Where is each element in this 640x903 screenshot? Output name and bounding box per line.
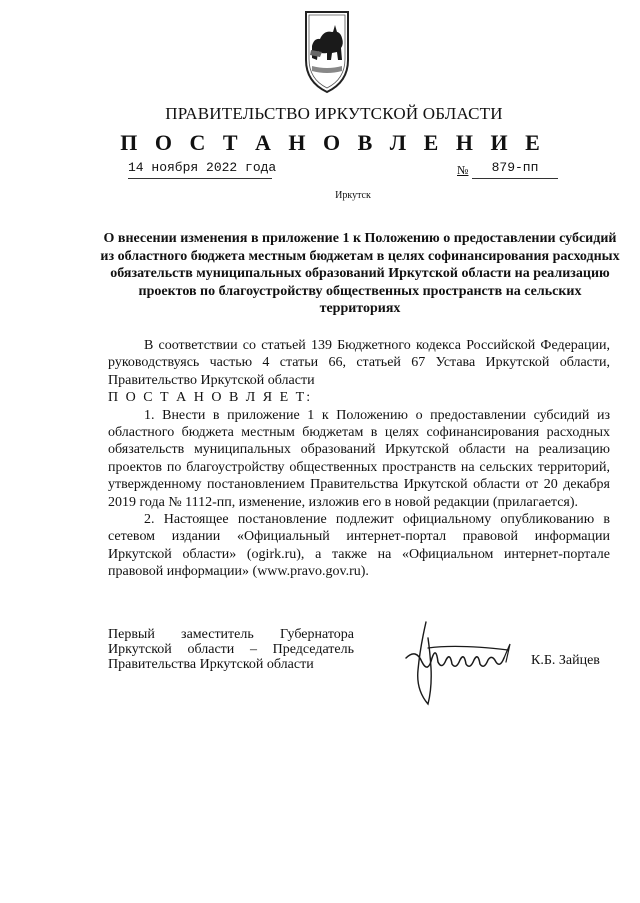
signer-title-line-1: Первый заместитель Губернатора — [108, 627, 354, 642]
signer-title — [108, 627, 354, 672]
item-2-paragraph: 2. Настоящее постановление подлежит официальному опубликованию в сетевом издании «Официальный интернет-портал правовой информации Иркутской области» (ogirk.ru), а также на «Официальном интернет-портале правовой информации» (www.pravo.gov.ru). — [108, 512, 610, 580]
intro-paragraph: В соответствии со статьей 139 Бюджетного кодекса Российской Федерации, руководствуясь частью 4 статьи 66, статьей 67 Устава Иркутской области, Правительство Иркутской области — [108, 338, 610, 388]
irkutsk-coat-of-arms-icon — [300, 8, 354, 94]
signer-title-line-2: Иркутской области – Председатель — [108, 642, 354, 657]
item-1-paragraph: 1. Внести в приложение 1 к Положению о предоставлении субсидий из областного бюджета местным бюджетам в целях софинансирования расходных обязательств муниципальных образований Иркутской области на реализацию проектов по благоустройству общественных пространств на сельских территорий, утвержденному постановлением Правительства Иркутской области от 20 декабря 2019 года № 1112-пп, изменение, изложив его в новой редакции (прилагается). — [108, 407, 610, 510]
government-title: ПРАВИТЕЛЬСТВО ИРКУТСКОЙ ОБЛАСТИ — [165, 104, 503, 123]
resolve-word: П О С Т А Н О В Л Я Е Т: — [108, 390, 313, 406]
document-body — [108, 337, 610, 581]
handwritten-signature — [398, 618, 522, 708]
number-sign: № — [457, 163, 469, 177]
document-number: 879-пп — [472, 160, 558, 179]
document-date: 14 ноября 2022 года — [128, 160, 272, 179]
document-city: Иркутск — [335, 190, 371, 201]
document-heading: О внесении изменения в приложение 1 к Положению о предоставлении субсидий из областного бюджета местным бюджетам в целях софинансирования расходных обязательств муниципальных образований Иркутской области на реализацию проектов по благоустройству общественных пространств на сельских территориях — [100, 231, 620, 316]
signer-title-line-3: Правительства Иркутской области — [108, 657, 314, 672]
signer-name: К.Б. Зайцев — [531, 653, 600, 668]
document-type: П О С Т А Н О В Л Е Н И Е — [120, 130, 546, 155]
